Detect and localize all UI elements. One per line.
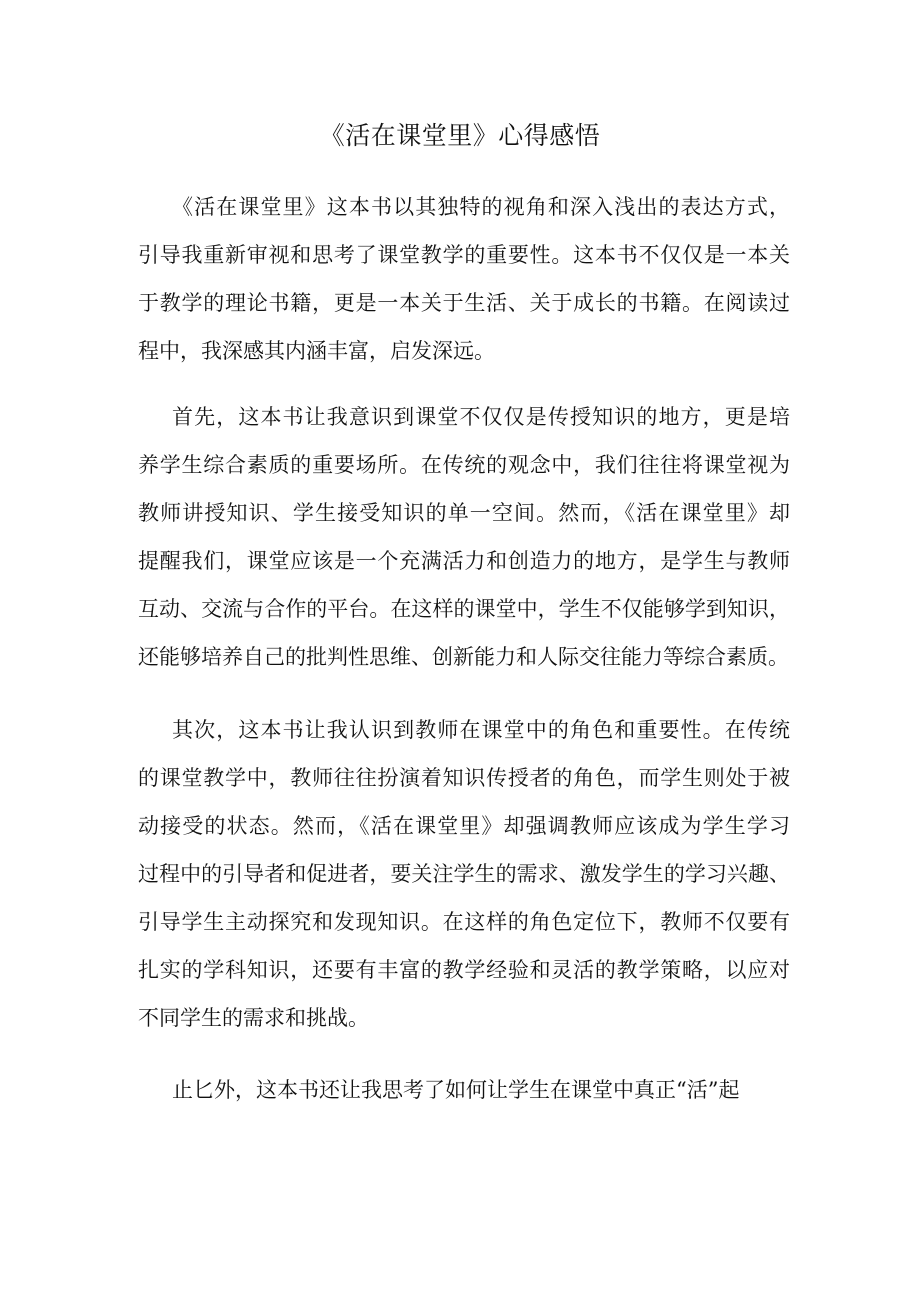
paragraph-4	[138, 1066, 790, 1114]
paragraph-line: 扎实的学科知识，还要有丰富的教学经验和灵活的教学策略，以应对	[138, 958, 790, 982]
paragraph-line: 引导我重新审视和思考了课堂教学的重要性。这本书不仅仅是一本关	[138, 243, 790, 267]
paragraph-line: 《活在课堂里》这本书以其独特的视角和深入浅出的表达方式，	[172, 195, 790, 219]
paragraph-3	[138, 706, 790, 1042]
paragraph-line: 引导学生主动探究和发现知识。在这样的角色定位下，教师不仅要有	[138, 910, 790, 934]
paragraph-line: 养学生综合素质的重要场所。在传统的观念中，我们往往将课堂视为	[138, 453, 790, 477]
paragraph-line: 提醒我们，课堂应该是一个充满活力和创造力的地方，是学生与教师	[138, 549, 790, 573]
paragraph-line: 动接受的状态。然而，《活在课堂里》却强调教师应该成为学生学习	[138, 814, 790, 838]
paragraph-line: 程中，我深感其内涵丰富，启发深远。	[138, 339, 495, 363]
paragraph-line: 不同学生的需求和挑战。	[138, 1006, 369, 1030]
paragraph-line: 还能够培养自己的批判性思维、创新能力和人际交往能力等综合素质。	[138, 645, 789, 669]
paragraph-line: 的课堂教学中，教师往往扮演着知识传授者的角色，而学生则处于被	[138, 766, 790, 790]
paragraph-line: 其次，这本书让我认识到教师在课堂中的角色和重要性。在传统	[172, 718, 790, 742]
document-title: 《活在课堂里》心得感悟	[319, 121, 601, 150]
paragraph-1	[138, 183, 790, 375]
paragraph-line: 教师讲授知识、学生接受知识的单一空间。然而，《活在课堂里》却	[138, 501, 790, 525]
paragraph-line: 于教学的理论书籍，更是一本关于生活、关于成长的书籍。在阅读过	[138, 291, 790, 315]
paragraph-line: 止匕外，这本书还让我思考了如何让学生在课堂中真正“活”起	[172, 1078, 740, 1102]
paragraph-line: 过程中的引导者和促进者，要关注学生的需求、激发学生的学习兴趣、	[138, 862, 790, 886]
paragraph-2	[138, 393, 790, 681]
paragraph-line: 互动、交流与合作的平台。在这样的课堂中，学生不仅能够学到知识，	[138, 597, 790, 621]
paragraph-line: 首先，这本书让我意识到课堂不仅仅是传授知识的地方，更是培	[172, 405, 790, 429]
